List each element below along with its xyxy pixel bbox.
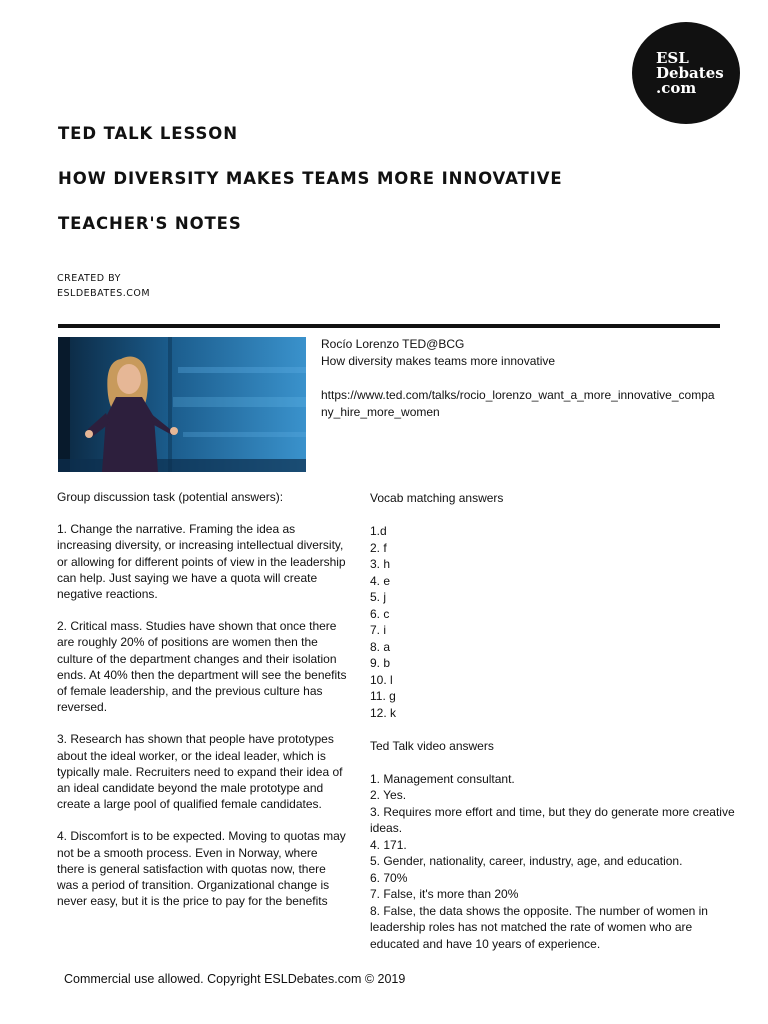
talk-title-heading: HOW DIVERSITY MAKES TEAMS MORE INNOVATIVE <box>58 169 563 188</box>
copyright-footer: Commercial use allowed. Copyright ESLDebates.com © 2019 <box>64 972 406 986</box>
discussion-answers-section <box>57 489 347 909</box>
vocab-answer: 3. h <box>370 557 391 571</box>
answers-column <box>370 490 740 952</box>
vocab-answer: 7. i <box>370 623 387 637</box>
talk-title: How diversity makes teams more innovative <box>321 354 556 368</box>
speaker-photo-image <box>58 337 306 472</box>
speaker-photo[interactable] <box>58 337 306 472</box>
vocab-answer: 2. f <box>370 540 387 555</box>
video-answer: 2. Yes. <box>370 788 407 802</box>
video-answer: 1. Management consultant. <box>370 771 515 786</box>
vocab-answer: 6. c <box>370 606 390 621</box>
created-by-site: ESLDEBATES.COM <box>57 288 151 299</box>
logo-line-esl: ESL <box>656 49 689 67</box>
created-by <box>57 271 150 301</box>
vocab-answer: 1.d <box>370 524 387 538</box>
video-answers-heading: Ted Talk video answers <box>370 738 494 753</box>
talk-info <box>321 336 721 421</box>
vocab-answer: 9. b <box>370 656 391 670</box>
talk-url-link[interactable]: https://www.ted.com/talks/rocio_lorenzo_want_a_more_innovative_company_hire_more_women <box>321 388 715 419</box>
teachers-notes-heading: TEACHER'S NOTES <box>58 214 242 233</box>
video-answer: 5. Gender, nationality, career, industry, age, and education. <box>370 854 683 868</box>
video-answer: 3. Requires more effort and time, but they do generate more creative ideas. <box>370 804 735 835</box>
discussion-answer: 2. Critical mass. Studies have shown that once there are roughly 20% of positions are women then the culture of the department changes and their isolation ends. At 40% then the department will see the benefits of female leadership, and the previous culture has reversed. <box>57 619 347 715</box>
talk-speaker: Rocío Lorenzo TED@BCG <box>321 337 465 351</box>
video-answer: 6. 70% <box>370 870 408 885</box>
vocab-answer: 5. j <box>370 590 387 604</box>
discussion-answer: 1. Change the narrative. Framing the idea as increasing diversity, or increasing intellectual diversity, or allowing for different points of view in the leadership can help. Just saying we have a quota will create negative reactions. <box>57 522 346 602</box>
video-answer: 8. False, the data shows the opposite. The number of women in leadership roles has not matched the rate of women who are educated and have 10 years of experience. <box>370 903 708 951</box>
logo-line-com: .com <box>656 79 697 97</box>
esl-debates-logo <box>632 22 740 124</box>
video-answer: 7. False, it's more than 20% <box>370 887 519 901</box>
vocab-answer: 8. a <box>370 639 391 654</box>
vocab-heading: Vocab matching answers <box>370 491 504 505</box>
video-answer: 4. 171. <box>370 837 407 852</box>
discussion-answer: 3. Research has shown that people have prototypes about the ideal worker, or the ideal leader, which is typically male. Recruiters need to expand their idea of an ideal candidate beyond the male prototype and create a large pool of qualified female candidates. <box>57 732 343 812</box>
lesson-heading: TED TALK LESSON <box>58 124 238 143</box>
divider <box>58 324 720 328</box>
created-by-label: CREATED BY <box>57 273 121 284</box>
discussion-answer: 4. Discomfort is to be expected. Moving to quotas may not be a smooth process. Even in Norway, where there is general satisfaction with quotas now, there was a period of transition. Organizational change is never easy, but it is the price to pay for the benefits <box>57 829 346 909</box>
logo-line-debates: Debates <box>656 64 724 82</box>
vocab-answer: 12. k <box>370 705 397 720</box>
vocab-answer: 10. l <box>370 672 393 687</box>
vocab-answer: 11. g <box>370 689 396 703</box>
vocab-answer: 4. e <box>370 573 391 588</box>
discussion-heading: Group discussion task (potential answers): <box>57 490 284 504</box>
